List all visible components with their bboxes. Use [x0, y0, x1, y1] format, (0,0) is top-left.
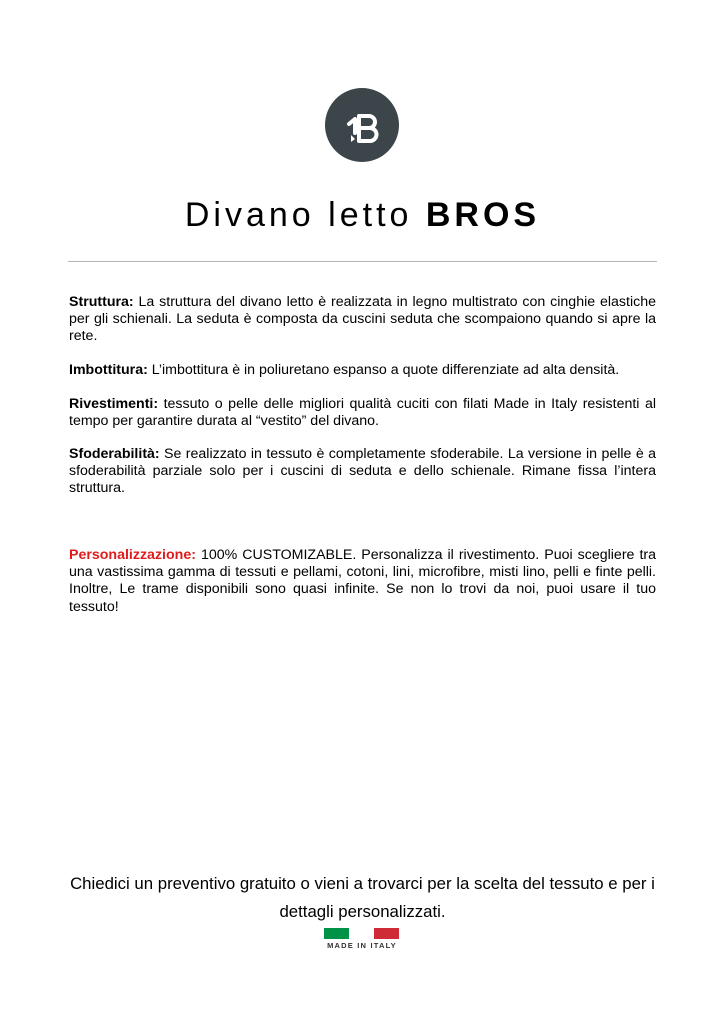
section-personalizzazione	[69, 547, 656, 616]
section-rivestimenti	[69, 396, 656, 430]
section-text: L’imbottitura è in poliuretano espanso a quote differenziate ad alta densità.	[151, 362, 620, 378]
section-sfoderabilita	[69, 446, 656, 498]
section-text: Se realizzato in tessuto è completamente sfoderabile. La versione in pelle è a sfoderabilità parziale solo per i cuscini di seduta e dello schienale. Rimane fissa l’intera struttura.	[69, 446, 656, 497]
section-struttura	[69, 294, 656, 346]
bros-logo-mark	[325, 88, 399, 162]
section-imbottitura	[69, 362, 656, 379]
section-text: tessuto o pelle delle migliori qualità cuciti con filati Made in Italy resistenti al tempo per garantire durata al “vestito” del divano.	[69, 396, 656, 430]
section-label: Imbottitura:	[69, 362, 148, 378]
page-title	[0, 193, 725, 237]
section-text: La struttura del divano letto è realizzata in legno multistrato con cinghie elastiche per gli schienali. La seduta è composta da cuscini seduta che scompaiono quando si apre la rete.	[69, 294, 656, 345]
call-to-action: Chiedici un preventivo gratuito o vieni a trovarci per la scelta del tessuto e per i dettagli personalizzati.	[70, 874, 655, 921]
bros-logo-icon	[325, 88, 399, 162]
made-in-italy-label: MADE IN ITALY	[327, 941, 397, 950]
flag-red-stripe	[374, 928, 399, 939]
section-label: Sfoderabilità:	[69, 446, 160, 462]
flag-white-stripe	[349, 928, 374, 939]
title-regular: Divano letto	[184, 196, 413, 234]
title-bold: BROS	[425, 196, 541, 234]
section-label: Rivestimenti:	[69, 396, 159, 412]
section-label: Personalizzazione:	[69, 547, 196, 563]
flag-green-stripe	[324, 928, 349, 939]
divider	[68, 261, 657, 262]
logo	[323, 87, 401, 163]
italian-flag-icon	[324, 928, 399, 939]
section-text: 100% CUSTOMIZABLE. Personalizza il rivestimento. Puoi scegliere tra una vastissima gamma di tessuti e pellami, cotoni, lini, microfibre, misti lino, pelli e finte pelli. Inoltre, Le trame disponibili sono quasi infinite. Se non lo trovi da noi, puoi usare il tuo tessuto!	[69, 547, 656, 615]
section-label: Struttura:	[69, 294, 134, 310]
